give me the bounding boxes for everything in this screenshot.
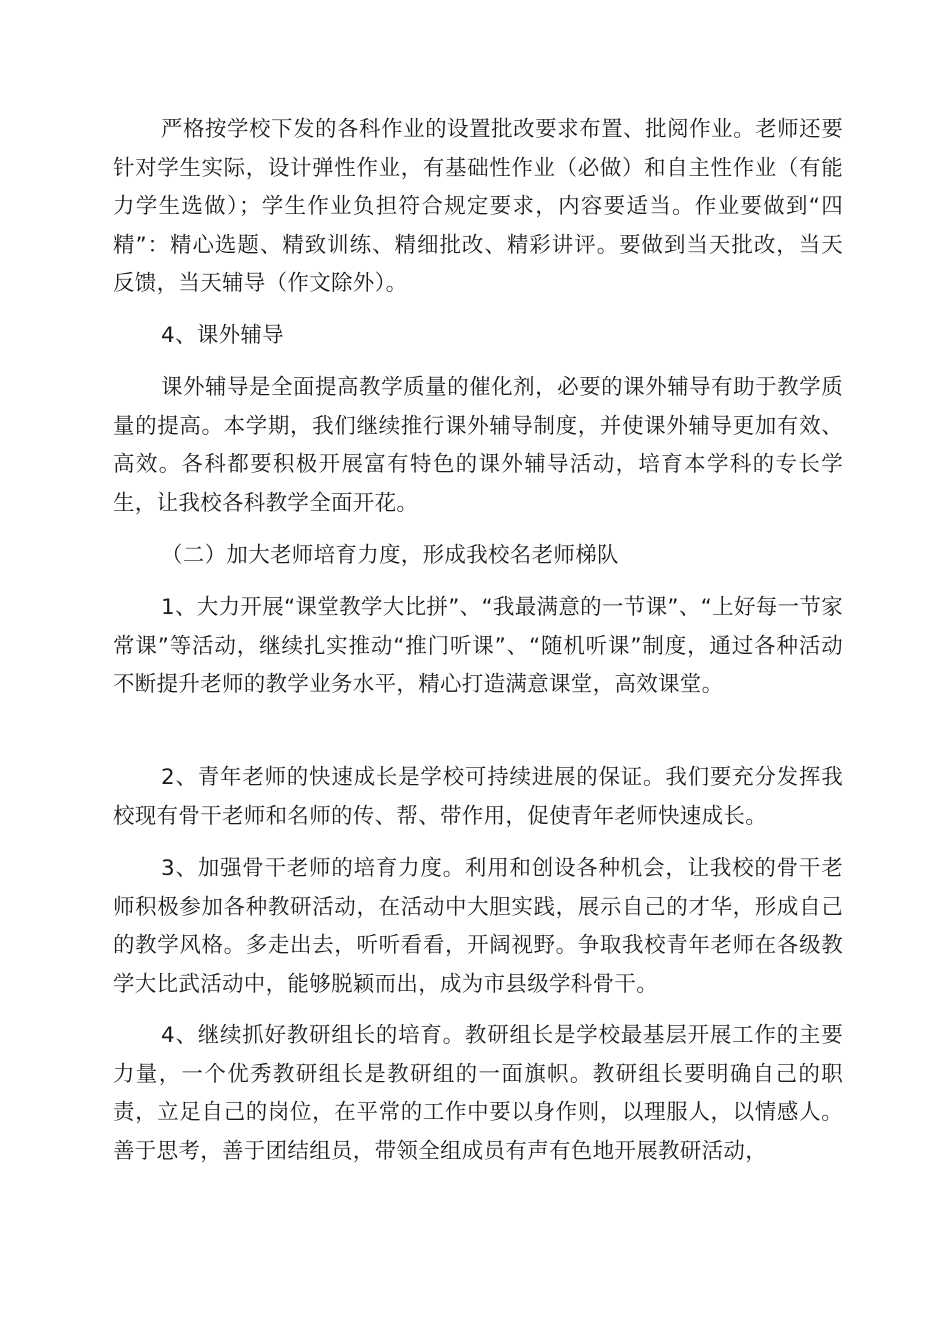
paragraph-item-3: 3、加强骨干老师的培育力度。利用和创设各种机会，让我校的骨干老师积极参加各种教研活动，在活动中大胆实践，展示自己的才华，形成自己的教学风格。多走出去，听听看看，开阔视野。争取我校青年老师在各级教学大比武活动中，能够脱颖而出，成为市县级学科骨干。 [113,856,843,997]
heading-after-school-tutoring: 4、课外辅导 [161,323,284,348]
paragraph-after-school-tutoring: 课外辅导是全面提高教学质量的催化剂，必要的课外辅导有助于教学质量的提高。本学期，我们继续推行课外辅导制度，并使课外辅导更加有效、高效。各科都要积极开展富有特色的课外辅导活动，培育本学科的专长学生，让我校各科教学全面开花。 [113,375,843,516]
heading-teacher-training: （二）加大老师培育力度，形成我校名老师梯队 [161,543,619,568]
paragraph-homework-requirements: 严格按学校下发的各科作业的设置批改要求布置、批阅作业。老师还要针对学生实际，设计弹性作业，有基础性作业（必做）和自主性作业（有能力学生选做）；学生作业负担符合规定要求，内容要适当。作业要做到“四精”：精心选题、精致训练、精细批改、精彩讲评。要做到当天批改，当天反馈，当天辅导（作文除外）。 [113,117,843,297]
paragraph-item-4: 4、继续抓好教研组长的培育。教研组长是学校最基层开展工作的主要力量，一个优秀教研组长是教研组的一面旗帜。教研组长要明确自己的职责，立足自己的岗位，在平常的工作中要以身作则，以理服人，以情感人。善于思考，善于团结组员，带领全组成员有声有色地开展教研活动， [113,1023,843,1164]
paragraph-item-2: 2、青年老师的快速成长是学校可持续进展的保证。我们要充分发挥我校现有骨干老师和名师的传、帮、带作用，促使青年老师快速成长。 [113,765,843,829]
paragraph-item-1: 1、大力开展“课堂教学大比拼”、“我最满意的一节课”、“上好每一节家常课”等活动，继续扎实推动“推门听课”、“随机听课”制度，通过各种活动不断提升老师的教学业务水平，精心打造满意课堂，高效课堂。 [113,595,843,698]
